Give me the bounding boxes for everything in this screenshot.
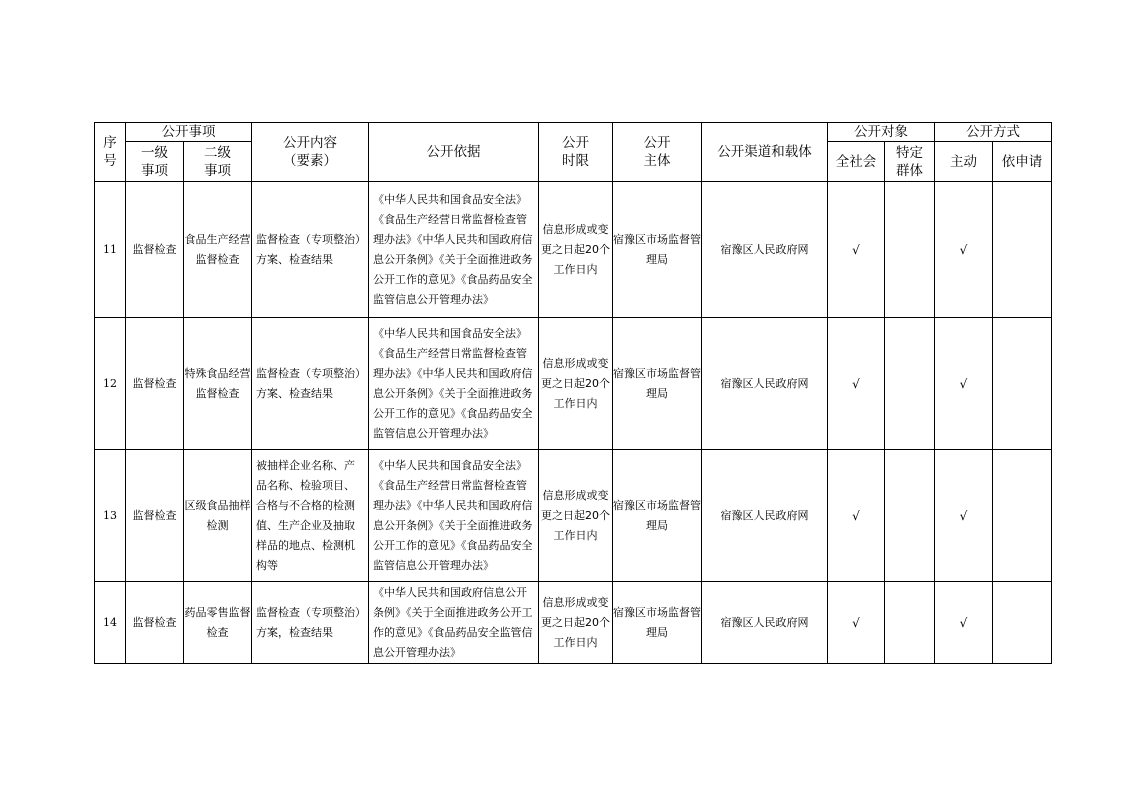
row-channel: 宿豫区人民政府网	[702, 318, 828, 450]
row-channel: 宿豫区人民政府网	[702, 582, 828, 664]
row-level1: 监督检查	[126, 182, 184, 318]
row-level1: 监督检查	[126, 582, 184, 664]
row-subject: 宿豫区市场监督管理局	[613, 582, 702, 664]
header-channel: 公开渠道和载体	[702, 123, 828, 182]
header-method-request: 依申请	[993, 142, 1052, 182]
row-method-active-check: √	[935, 450, 993, 582]
row-channel: 宿豫区人民政府网	[702, 450, 828, 582]
row-time-limit: 信息形成或变更之日起20个工作日内	[539, 182, 613, 318]
header-item-level1: 一级 事项	[126, 142, 184, 182]
header-target-group: 公开对象	[828, 123, 935, 142]
row-method-request-check	[993, 582, 1052, 664]
row-level1: 监督检查	[126, 450, 184, 582]
row-level2: 区级食品抽样检测	[184, 450, 252, 582]
row-level2: 食品生产经营监督检查	[184, 182, 252, 318]
row-time-limit: 信息形成或变更之日起20个工作日内	[539, 318, 613, 450]
header-subject: 公开 主体	[613, 123, 702, 182]
row-target-specific-check	[885, 318, 935, 450]
row-seq: 14	[95, 582, 126, 664]
row-subject: 宿豫区市场监督管理局	[613, 318, 702, 450]
row-target-public-check: √	[828, 582, 885, 664]
row-channel: 宿豫区人民政府网	[702, 182, 828, 318]
row-target-public-check: √	[828, 450, 885, 582]
header-basis: 公开依据	[369, 123, 539, 182]
row-method-active-check: √	[935, 318, 993, 450]
row-method-active-check: √	[935, 182, 993, 318]
row-time-limit: 信息形成或变更之日起20个工作日内	[539, 582, 613, 664]
table-row	[95, 182, 1052, 318]
row-subject: 宿豫区市场监督管理局	[613, 450, 702, 582]
row-level1: 监督检查	[126, 318, 184, 450]
header-target-specific: 特定 群体	[885, 142, 935, 182]
header-items-group: 公开事项	[126, 123, 252, 142]
row-content: 监督检查（专项整治）方案，检查结果	[252, 582, 369, 664]
header-method-group: 公开方式	[935, 123, 1052, 142]
header-item-level2: 二级 事项	[184, 142, 252, 182]
row-target-specific-check	[885, 450, 935, 582]
row-target-specific-check	[885, 582, 935, 664]
row-basis: 《中华人民共和国食品安全法》《食品生产经营日常监督检查管理办法》《中华人民共和国政府信息公开条例》《关于全面推进政务公开工作的意见》《食品药品安全监管信息公开管理办法》	[369, 450, 539, 582]
row-target-public-check: √	[828, 318, 885, 450]
row-target-public-check: √	[828, 182, 885, 318]
header-seq: 序 号	[95, 123, 126, 182]
row-basis: 《中华人民共和国食品安全法》《食品生产经营日常监督检查管理办法》《中华人民共和国政府信息公开条例》《关于全面推进政务公开工作的意见》《食品药品安全监管信息公开管理办法》	[369, 182, 539, 318]
row-seq: 11	[95, 182, 126, 318]
row-method-request-check	[993, 318, 1052, 450]
table-row	[95, 582, 1052, 664]
row-content: 监督检查（专项整治）方案、检查结果	[252, 318, 369, 450]
row-time-limit: 信息形成或变更之日起20个工作日内	[539, 450, 613, 582]
row-method-request-check	[993, 450, 1052, 582]
table-row	[95, 318, 1052, 450]
row-seq: 13	[95, 450, 126, 582]
row-subject: 宿豫区市场监督管理局	[613, 182, 702, 318]
row-content: 被抽样企业名称、产品名称、检验项目、合格与不合格的检测值、生产企业及抽取样品的地点、检测机构等	[252, 450, 369, 582]
row-level2: 药品零售监督检查	[184, 582, 252, 664]
row-content: 监督检查（专项整治）方案、检查结果	[252, 182, 369, 318]
header-target-public: 全社会	[828, 142, 885, 182]
row-seq: 12	[95, 318, 126, 450]
header-content: 公开内容 （要素）	[252, 123, 369, 182]
row-target-specific-check	[885, 182, 935, 318]
row-basis: 《中华人民共和国政府信息公开条例》《关于全面推进政务公开工作的意见》《食品药品安全监管信息公开管理办法》	[369, 582, 539, 664]
header-method-active: 主动	[935, 142, 993, 182]
row-method-request-check	[993, 182, 1052, 318]
row-basis: 《中华人民共和国食品安全法》《食品生产经营日常监督检查管理办法》《中华人民共和国政府信息公开条例》《关于全面推进政务公开工作的意见》《食品药品安全监管信息公开管理办法》	[369, 318, 539, 450]
table-row	[95, 450, 1052, 582]
header-time-limit: 公开 时限	[539, 123, 613, 182]
row-method-active-check: √	[935, 582, 993, 664]
row-level2: 特殊食品经营监督检查	[184, 318, 252, 450]
disclosure-table	[94, 122, 1052, 664]
